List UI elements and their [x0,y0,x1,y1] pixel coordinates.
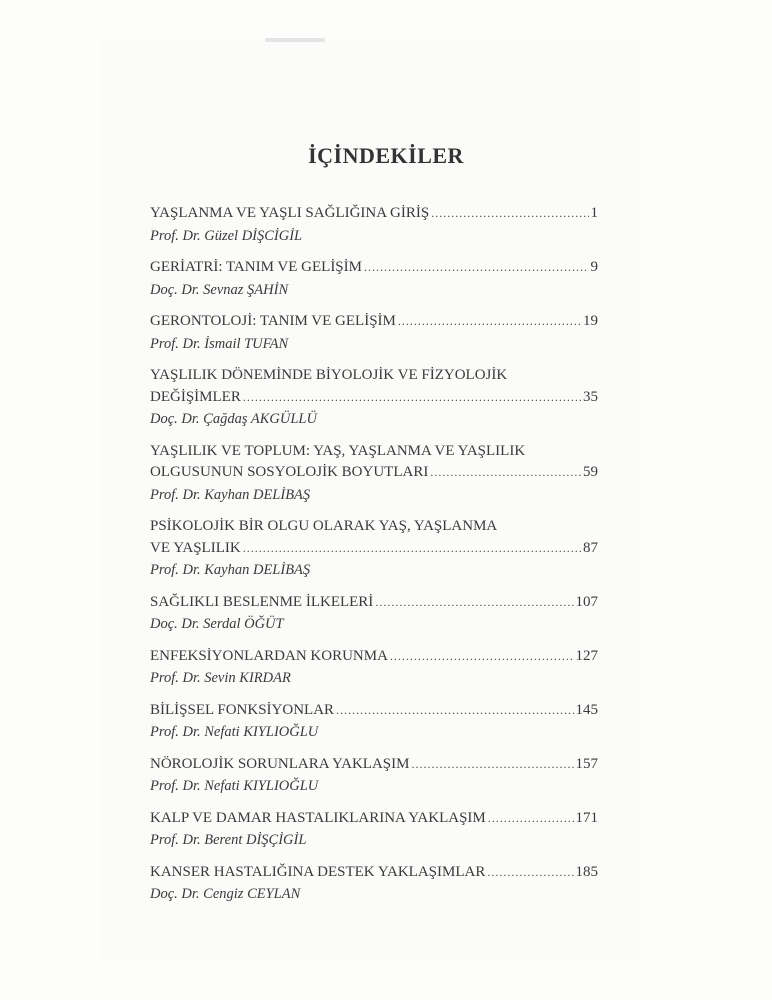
chapter-title: KALP VE DAMAR HASTALIKLARINA YAKLAŞIM [150,809,486,826]
dot-leader [430,462,581,484]
chapter-title: PSİKOLOJİK BİR OLGU OLARAK YAŞ, YAŞLANMA [150,518,498,534]
toc-entry-title-line [150,646,598,668]
chapter-title: YAŞLILIK VE TOPLUM: YAŞ, YAŞLANMA VE YAŞLILIK [150,442,526,459]
chapter-title: GERONTOLOJİ: TANIM VE GELİŞİM [150,313,396,329]
chapter-author: Doç. Dr. Çağdaş AKGÜLLÜ [150,411,317,427]
toc-entry-title-line [150,387,598,409]
toc-entry[interactable] [150,862,598,906]
table-of-contents [150,203,598,916]
page-title: İÇİNDEKİLER [308,143,464,168]
toc-entry-title-line [150,754,598,776]
toc-entry-title-line [150,538,598,560]
toc-entry-title-line [150,203,598,225]
toc-entry-title-line [150,257,598,279]
chapter-title: ENFEKSİYONLARDAN KORUNMA [150,647,388,664]
chapter-author: Doç. Dr. Serdal ÖĞÜT [150,616,284,632]
toc-entry-title-line [150,862,598,884]
chapter-author: Prof. Dr. Kayhan DELİBAŞ [150,562,311,578]
toc-entry[interactable] [150,203,598,247]
toc-entry[interactable] [150,441,598,506]
chapter-author: Prof. Dr. Sevin KIRDAR [150,670,291,686]
toc-entry[interactable] [150,311,598,355]
chapter-author: Doç. Dr. Sevnaz ŞAHİN [150,281,289,298]
chapter-title: NÖROLOJİK SORUNLARA YAKLAŞIM [150,755,410,772]
dot-leader [390,646,574,668]
dot-leader [398,311,581,333]
chapter-title: KANSER HASTALIĞINA DESTEK YAKLAŞIMLAR [150,863,486,880]
chapter-author: Prof. Dr. Nefati KIYLIOĞLU [150,778,319,794]
toc-entry-title-line [150,700,598,722]
page-number: 87 [583,539,598,556]
toc-entry[interactable] [150,808,598,852]
chapter-author: Prof. Dr. Kayhan DELİBAŞ [150,486,311,503]
toc-entry-title-line [150,592,598,614]
page-number: 35 [583,388,598,405]
page-number: 9 [590,259,598,275]
chapter-title: VE YAŞLILIK [150,539,241,556]
toc-entry-title-line [150,462,598,484]
chapter-author: Prof. Dr. Nefati KIYLIOĞLU [150,724,319,740]
toc-entry[interactable] [150,592,598,636]
dot-leader [364,257,589,279]
page-number: 185 [575,863,598,880]
chapter-title: YAŞLILIK DÖNEMİNDE BİYOLOJİK VE FİZYOLOJİK [150,367,508,383]
toc-entry-title-line [150,311,598,333]
toc-entry[interactable] [150,365,598,430]
page-number: 145 [575,701,598,718]
chapter-title: DEĞİŞİMLER [150,388,241,405]
dot-leader [336,700,573,722]
page-number: 59 [583,464,598,480]
toc-entry[interactable] [150,646,598,690]
page-number: 127 [575,647,598,664]
page-number: 1 [590,205,598,221]
chapter-author: Prof. Dr. Güzel DİŞCİGİL [150,227,303,244]
toc-entry[interactable] [150,700,598,744]
dot-leader [243,538,581,560]
chapter-title: SAĞLIKLI BESLENME İLKELERİ [150,593,374,610]
dot-leader [431,203,588,225]
toc-entry[interactable] [150,257,598,301]
dot-leader [375,592,573,614]
toc-entry-title-line [150,808,598,830]
toc-entry[interactable] [150,516,598,581]
page-number: 19 [583,313,598,329]
toc-entry[interactable] [150,754,598,798]
chapter-author: Prof. Dr. İsmail TUFAN [150,335,289,352]
chapter-title: OLGUSUNUN SOSYOLOJİK BOYUTLARI [150,464,429,480]
chapter-author: Doç. Dr. Cengiz CEYLAN [150,886,301,902]
chapter-title: BİLİŞSEL FONKSİYONLAR [150,701,335,718]
page-number: 157 [575,755,598,772]
dot-leader [488,808,574,830]
dot-leader [411,754,573,776]
chapter-author: Prof. Dr. Berent DİŞÇİGİL [150,832,307,848]
scan-mark [265,38,325,42]
dot-leader [243,387,581,409]
chapter-title: GERİATRİ: TANIM VE GELİŞİM [150,259,362,275]
page-number: 107 [575,593,598,610]
chapter-title: YAŞLANMA VE YAŞLI SAĞLIĞINA GİRİŞ [150,205,430,221]
dot-leader [487,862,573,884]
page-number: 171 [575,809,598,826]
